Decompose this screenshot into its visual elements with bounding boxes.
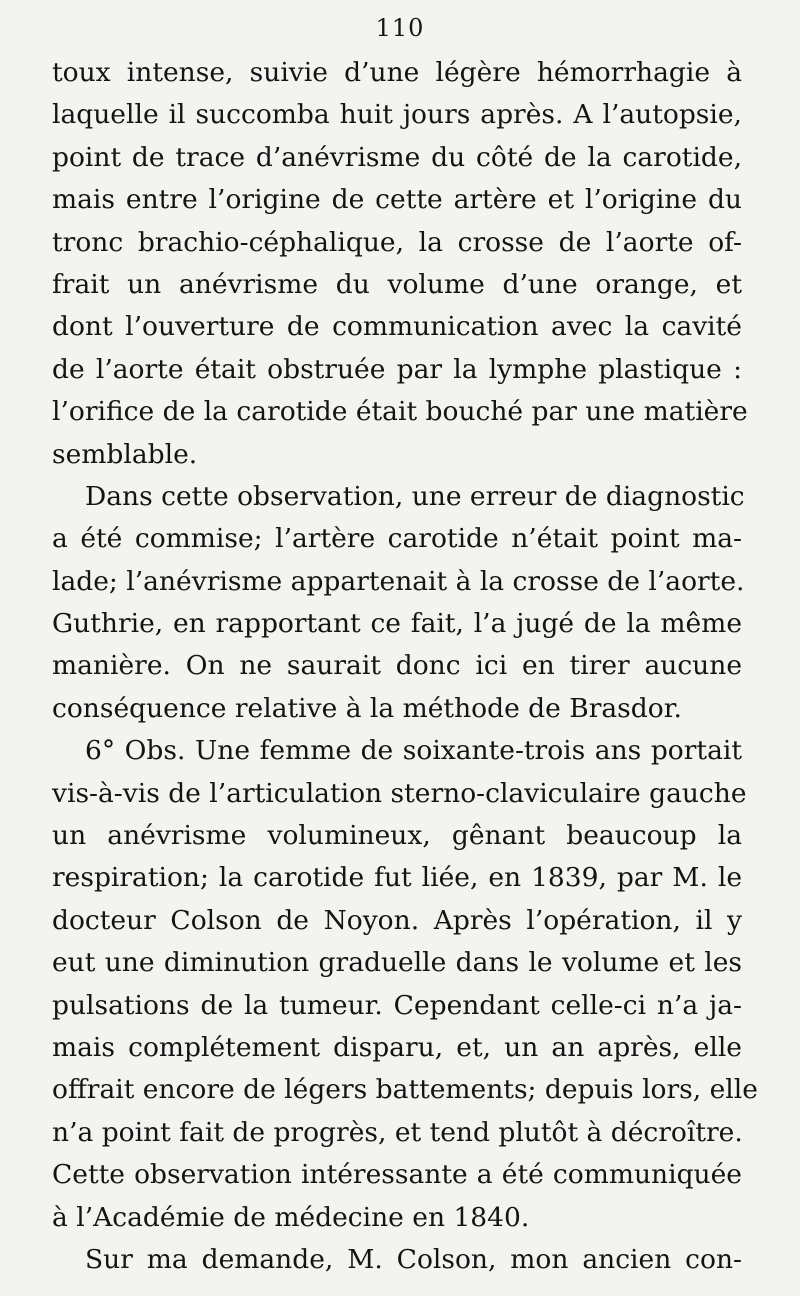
text-line: eut une diminution graduelle dans le volume et les xyxy=(52,947,742,979)
paragraph-end-line: semblable. xyxy=(52,438,198,470)
text-line: docteur Colson de Noyon. Après l’opération, il y xyxy=(52,904,742,936)
text-line: mais complétement disparu, et, un an après, elle xyxy=(52,1031,742,1063)
text-line: frait un anévrisme du volume d’une orange, et xyxy=(52,268,742,300)
text-line: vis-à-vis de l’articulation sterno-claviculaire gauche xyxy=(52,777,747,809)
text-line: Guthrie, en rapportant ce fait, l’a jugé de la même xyxy=(52,608,742,640)
paragraph-end-line: conséquence relative à la méthode de Brasdor. xyxy=(52,692,682,724)
text-line: n’a point fait de progrès, et tend plutôt à décroître. xyxy=(52,1116,743,1148)
text-line: lade; l’anévrisme appartenait à la crosse de l’aorte. xyxy=(52,565,745,597)
text-line: l’orifice de la carotide était bouché par une matière xyxy=(52,396,748,428)
text-line: de l’aorte était obstruée par la lymphe plastique : xyxy=(52,353,742,385)
text-line: laquelle il succomba huit jours après. A l’autopsie, xyxy=(52,99,742,131)
text-line: dont l’ouverture de communication avec la cavité xyxy=(52,311,742,343)
body-text xyxy=(52,52,758,1281)
text-line: tronc brachio-céphalique, la crosse de l’aorte of- xyxy=(52,226,742,258)
paragraph-end-line: à l’Académie de médecine en 1840. xyxy=(52,1201,530,1233)
paragraph-start-line: Dans cette observation, une erreur de diagnostic xyxy=(85,480,745,512)
text-line: mais entre l’origine de cette artère et l’origine du xyxy=(52,184,742,216)
paragraph-start-line: Sur ma demande, M. Colson, mon ancien con- xyxy=(85,1243,742,1275)
paragraph-start-line: 6° Obs. Une femme de soixante-trois ans portait xyxy=(85,735,742,767)
text-line: Cette observation intéressante a été communiquée xyxy=(52,1159,742,1191)
text-line: point de trace d’anévrisme du côté de la carotide, xyxy=(52,141,742,173)
text-line: offrait encore de légers battements; depuis lors, elle xyxy=(52,1074,758,1106)
text-line: toux intense, suivie d’une légère hémorrhagie à xyxy=(52,57,742,88)
page-number: 110 xyxy=(375,14,425,42)
text-line: a été commise; l’artère carotide n’était point ma- xyxy=(52,523,742,555)
text-line: respiration; la carotide fut liée, en 1839, par M. le xyxy=(52,862,742,894)
text-line: manière. On ne saurait donc ici en tirer aucune xyxy=(52,650,742,682)
text-line: pulsations de la tumeur. Cependant celle-ci n’a ja- xyxy=(52,989,742,1021)
text-line: un anévrisme volumineux, gênant beaucoup la xyxy=(52,820,742,852)
